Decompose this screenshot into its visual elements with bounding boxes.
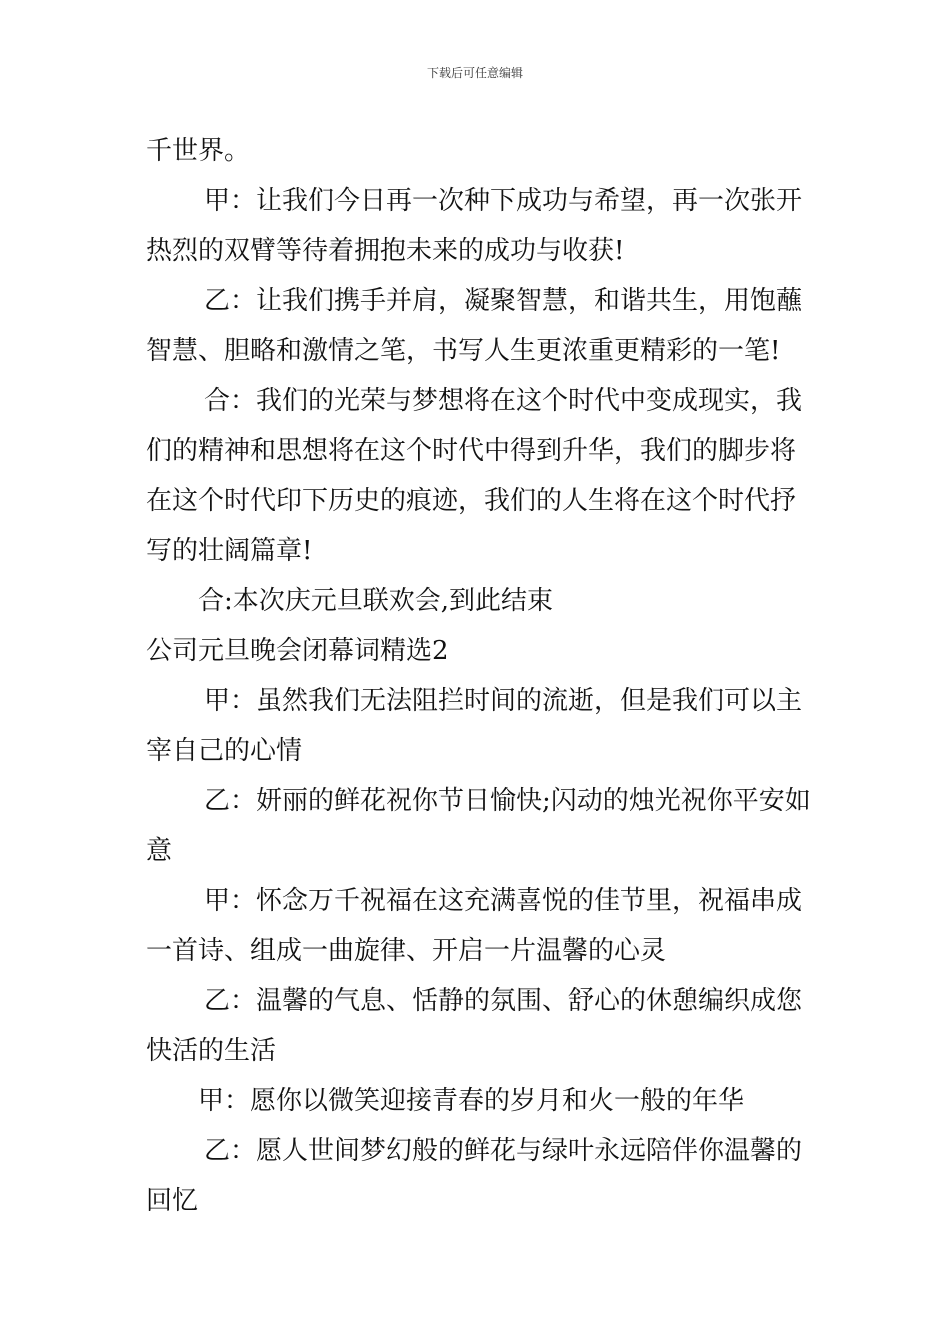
text-line: 一首诗、组成一曲旋律、开启一片温馨的心灵: [146, 936, 667, 966]
text-line: 快活的生活: [146, 1036, 277, 1066]
text-line: 合:本次庆元旦联欢会,到此结束: [198, 586, 554, 616]
text-line: 合：我们的光荣与梦想将在这个时代中变成现实，我: [204, 386, 803, 416]
text-line: 乙：温馨的气息、恬静的氛围、舒心的休憩编织成您: [204, 986, 803, 1016]
text-line: 乙：愿人世间梦幻般的鲜花与绿叶永远陪伴你温馨的: [204, 1136, 803, 1166]
text-line: 宰自己的心情: [146, 736, 303, 766]
text-line: 甲：愿你以微笑迎接青春的岁月和火一般的年华: [198, 1086, 745, 1116]
document-body: [146, 126, 811, 1226]
text-line: 乙：让我们携手并肩，凝聚智慧，和谐共生，用饱蘸: [204, 286, 803, 316]
text-line: 甲：怀念万千祝福在这充满喜悦的佳节里，祝福串成: [204, 886, 803, 916]
text-line: 热烈的双臂等待着拥抱未来的成功与收获!: [146, 236, 625, 266]
section-heading: 公司元旦晚会闭幕词精选2: [146, 636, 449, 666]
text-line: 甲：虽然我们无法阻拦时间的流逝，但是我们可以主: [204, 686, 803, 716]
text-line: 写的壮阔篇章!: [146, 536, 313, 566]
text-line: 意: [146, 836, 173, 866]
page-header: 下载后可任意编辑: [426, 66, 523, 80]
text-line: 甲：让我们今日再一次种下成功与希望，再一次张开: [204, 186, 803, 216]
text-line: 们的精神和思想将在这个时代中得到升华，我们的脚步将: [146, 436, 797, 466]
text-line: 智慧、胆略和激情之笔，书写人生更浓重更精彩的一笔!: [146, 336, 781, 366]
text-line: 千世界。: [146, 136, 251, 166]
text-line: 在这个时代印下历史的痕迹，我们的人生将在这个时代抒: [146, 486, 797, 516]
text-line: 回忆: [146, 1186, 199, 1216]
text-line: 乙：妍丽的鲜花祝你节日愉快;闪动的烛光祝你平安如: [204, 786, 811, 816]
